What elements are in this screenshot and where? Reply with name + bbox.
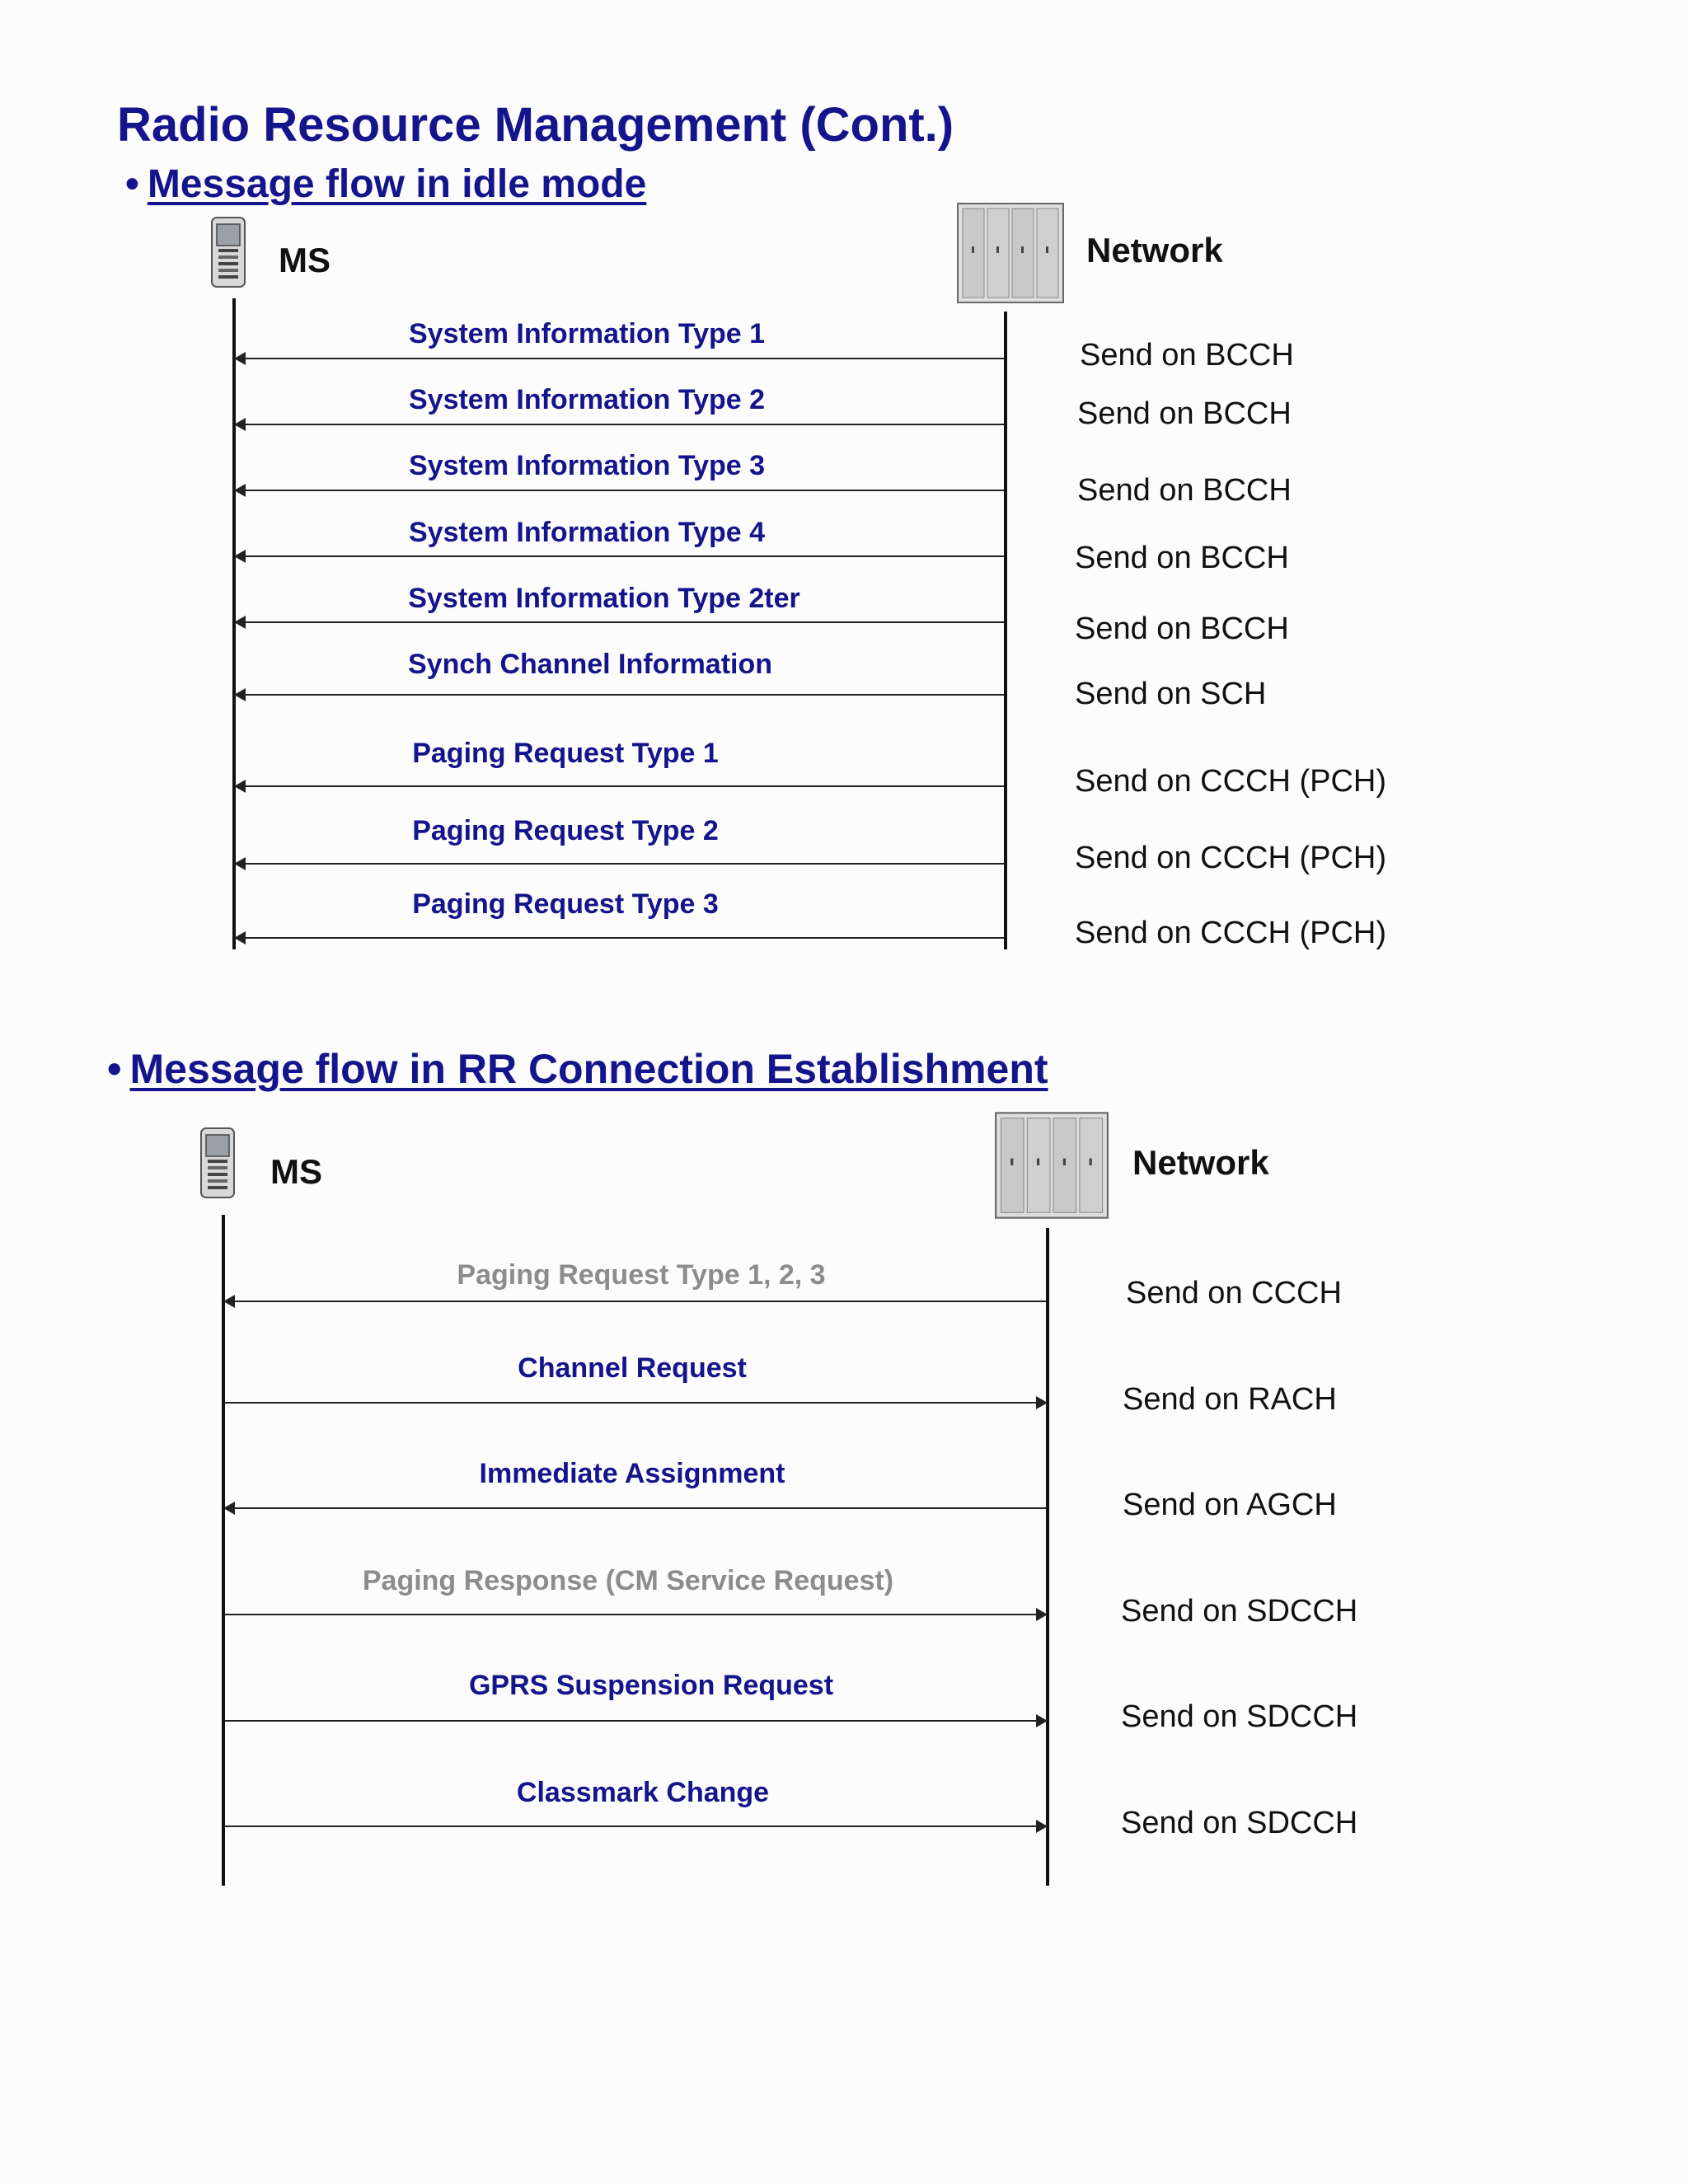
ms-phone-icon <box>210 216 246 288</box>
idle-network-lifeline <box>1004 312 1007 949</box>
rr-msg-channel: Send on SDCCH <box>1121 1806 1358 1840</box>
rr-ms-lifeline <box>222 1215 225 1886</box>
idle-msg-channel: Send on BCCH <box>1075 612 1289 646</box>
idle-msg-arrow <box>236 863 1004 865</box>
idle-msg-channel: Send on CCCH (PCH) <box>1075 916 1386 950</box>
idle-msg-channel: Send on BCCH <box>1080 338 1294 373</box>
rr-msg-arrow <box>225 1301 1046 1302</box>
idle-msg-label: Paging Request Type 3 <box>412 888 719 920</box>
idle-msg-label: System Information Type 2ter <box>408 583 800 614</box>
idle-ms-label: MS <box>279 241 331 279</box>
idle-msg-label: Paging Request Type 2 <box>412 815 719 846</box>
idle-heading-link[interactable]: Message flow in idle mode <box>147 162 647 206</box>
idle-msg-channel: Send on SCH <box>1075 677 1267 711</box>
idle-msg-label: System Information Type 1 <box>408 318 766 349</box>
idle-msg-label: System Information Type 2 <box>408 384 766 415</box>
rr-ms-label: MS <box>270 1152 322 1191</box>
rr-msg-label: Paging Response (CM Service Request) <box>362 1565 894 1596</box>
idle-msg-arrow <box>236 694 1004 696</box>
rr-msg-label: GPRS Suspension Request <box>468 1670 834 1701</box>
rr-msg-arrow <box>225 1720 1046 1722</box>
rr-msg-channel: Send on SDCCH <box>1121 1594 1358 1629</box>
bullet: • <box>125 162 139 206</box>
rr-msg-label: Classmark Change <box>516 1777 770 1808</box>
rr-heading-link[interactable]: Message flow in RR Connection Establishment <box>129 1046 1048 1092</box>
ms-phone-icon <box>199 1125 236 1201</box>
idle-network-label: Network <box>1086 231 1223 269</box>
rr-network-lifeline <box>1046 1228 1049 1886</box>
rr-msg-arrow <box>225 1402 1046 1404</box>
rr-network-label: Network <box>1132 1143 1269 1182</box>
rr-msg-label: Immediate Assignment <box>479 1458 785 1489</box>
rr-msg-arrow <box>225 1614 1046 1615</box>
idle-msg-channel: Send on BCCH <box>1077 473 1292 508</box>
idle-msg-label: Synch Channel Information <box>407 649 773 680</box>
network-server-icon <box>994 1111 1109 1220</box>
idle-msg-arrow <box>236 555 1004 557</box>
rr-msg-label: Paging Request Type 1, 2, 3 <box>457 1259 826 1291</box>
idle-msg-channel: Send on CCCH (PCH) <box>1075 841 1386 875</box>
idle-msg-label: System Information Type 4 <box>408 517 766 548</box>
rr-msg-channel: Send on SDCCH <box>1121 1699 1358 1734</box>
rr-msg-arrow <box>225 1507 1046 1509</box>
rr-msg-channel: Send on CCCH <box>1126 1276 1342 1310</box>
bullet: • <box>107 1046 122 1092</box>
idle-msg-channel: Send on CCCH (PCH) <box>1075 764 1386 799</box>
idle-msg-arrow <box>236 785 1004 787</box>
rr-section-heading <box>107 1045 1048 1093</box>
idle-msg-channel: Send on BCCH <box>1077 396 1292 431</box>
network-server-icon <box>956 202 1065 304</box>
idle-msg-label: Paging Request Type 1 <box>412 738 719 769</box>
idle-msg-arrow <box>236 621 1004 623</box>
idle-msg-arrow <box>236 937 1004 939</box>
idle-msg-arrow <box>236 490 1004 491</box>
idle-msg-label: System Information Type 3 <box>408 450 766 481</box>
idle-section-heading <box>125 162 646 207</box>
idle-msg-channel: Send on BCCH <box>1075 541 1289 575</box>
rr-msg-channel: Send on AGCH <box>1123 1488 1337 1522</box>
rr-msg-arrow <box>225 1825 1046 1827</box>
rr-msg-label: Channel Request <box>518 1352 747 1384</box>
page-title: Radio Resource Management (Cont.) <box>117 98 954 152</box>
rr-msg-channel: Send on RACH <box>1123 1382 1337 1417</box>
idle-msg-arrow <box>236 358 1004 359</box>
idle-msg-arrow <box>236 424 1004 425</box>
